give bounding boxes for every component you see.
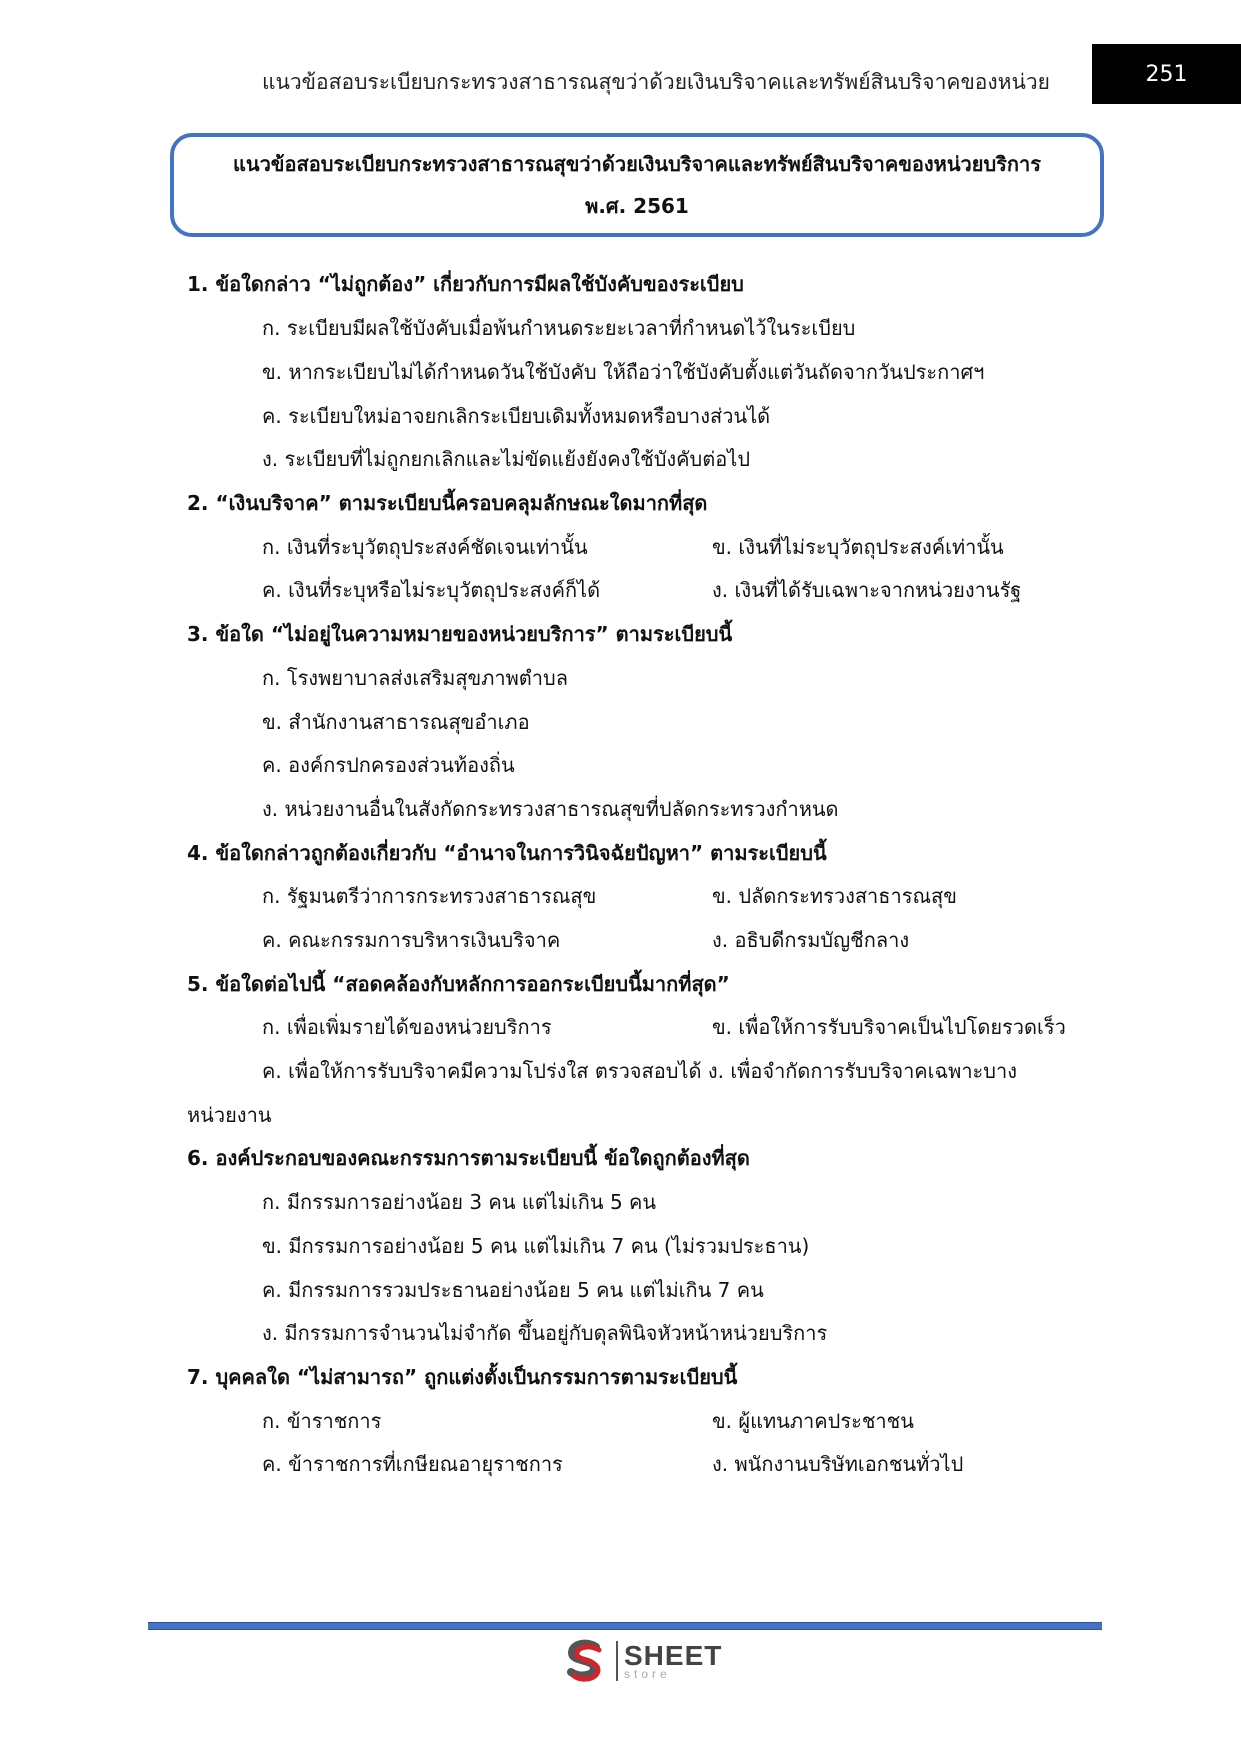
- choice-5c: ค. เพื่อให้การรับบริจาคมีความโปร่งใส ตรวจสอบได้ ง. เพื่อจำกัดการรับบริจาคเฉพาะบาง: [262, 1059, 1017, 1083]
- footer-divider: [148, 1622, 1102, 1630]
- page-number-badge: [1092, 44, 1241, 104]
- choice-3a: ก. โรงพยาบาลส่งเสริมสุขภาพตำบล: [262, 666, 568, 690]
- choice-5a: ก. เพื่อเพิ่มรายได้ของหน่วยบริการ: [262, 1015, 552, 1039]
- choice-4d: ง. อธิบดีกรมบัญชีกลาง: [712, 928, 910, 952]
- header-title: แนวข้อสอบระเบียบกระทรวงสาธารณสุขว่าด้วยเงินบริจาคและทรัพย์สินบริจาคของหน่วย: [262, 70, 1050, 94]
- sheet-store-logo: [562, 1638, 722, 1684]
- question-5: 5. ข้อใดต่อไปนี้ “สอดคล้องกับหลักการออกระเบียบนี้มากที่สุด”: [187, 972, 730, 996]
- choice-6b: ข. มีกรรมการอย่างน้อย 5 คน แต่ไม่เกิน 7 คน (ไม่รวมประธาน): [262, 1234, 810, 1258]
- choice-4c: ค. คณะกรรมการบริหารเงินบริจาค: [262, 928, 561, 952]
- choice-4a: ก. รัฐมนตรีว่าการกระทรวงสาธารณสุข: [262, 884, 597, 908]
- title-line-1: แนวข้อสอบระเบียบกระทรวงสาธารณสุขว่าด้วยเงินบริจาคและทรัพย์สินบริจาคของหน่วยบริการ: [233, 152, 1041, 176]
- question-4: 4. ข้อใดกล่าวถูกต้องเกี่ยวกับ “อำนาจในการวินิจฉัยปัญหา” ตามระเบียบนี้: [187, 841, 827, 865]
- choice-1d: ง. ระเบียบที่ไม่ถูกยกเลิกและไม่ขัดแย้งยังคงใช้บังคับต่อไป: [262, 447, 751, 471]
- choice-2a: ก. เงินที่ระบุวัตถุประสงค์ชัดเจนเท่านั้น: [262, 535, 588, 559]
- choice-7b: ข. ผู้แทนภาคประชาชน: [712, 1409, 914, 1433]
- choice-1a: ก. ระเบียบมีผลใช้บังคับเมื่อพ้นกำหนดระยะเวลาที่กำหนดไว้ในระเบียบ: [262, 316, 856, 340]
- choice-2d: ง. เงินที่ได้รับเฉพาะจากหน่วยงานรัฐ: [712, 578, 1022, 602]
- choice-3c: ค. องค์กรปกครองส่วนท้องถิ่น: [262, 753, 515, 777]
- choice-5c-wrap: หน่วยงาน: [187, 1103, 272, 1127]
- choice-7d: ง. พนักงานบริษัทเอกชนทั่วไป: [712, 1452, 964, 1476]
- choice-6a: ก. มีกรรมการอย่างน้อย 3 คน แต่ไม่เกิน 5 คน: [262, 1190, 657, 1214]
- title-line-2: พ.ศ. 2561: [585, 194, 689, 218]
- choice-1c: ค. ระเบียบใหม่อาจยกเลิกระเบียบเดิมทั้งหมดหรือบางส่วนได้: [262, 404, 771, 428]
- choice-2b: ข. เงินที่ไม่ระบุวัตถุประสงค์เท่านั้น: [712, 535, 1004, 559]
- title-box: [170, 133, 1104, 237]
- choice-3d: ง. หน่วยงานอื่นในสังกัดกระทรวงสาธารณสุขที่ปลัดกระทรวงกำหนด: [262, 797, 839, 821]
- sheet-s-logo-icon: [562, 1638, 608, 1684]
- choice-3b: ข. สำนักงานสาธารณสุขอำเภอ: [262, 710, 530, 734]
- choice-7c: ค. ข้าราชการที่เกษียณอายุราชการ: [262, 1452, 563, 1476]
- logo-sheet-text: SHEET: [624, 1640, 723, 1671]
- choice-4b: ข. ปลัดกระทรวงสาธารณสุข: [712, 884, 957, 908]
- question-2: 2. “เงินบริจาค” ตามระเบียบนี้ครอบคลุมลักษณะใดมากที่สุด: [187, 491, 708, 515]
- choice-6d: ง. มีกรรมการจำนวนไม่จำกัด ขึ้นอยู่กับดุลพินิจหัวหน้าหน่วยบริการ: [262, 1321, 828, 1345]
- question-7: 7. บุคคลใด “ไม่สามารถ” ถูกแต่งตั้งเป็นกรรมการตามระเบียบนี้: [187, 1365, 738, 1389]
- choice-7a: ก. ข้าราชการ: [262, 1409, 382, 1433]
- logo-divider: [616, 1641, 618, 1681]
- question-1: 1. ข้อใดกล่าว “ไม่ถูกต้อง” เกี่ยวกับการมีผลใช้บังคับของระเบียบ: [187, 272, 744, 296]
- choice-1b: ข. หากระเบียบไม่ได้กำหนดวันใช้บังคับ ให้ถือว่าใช้บังคับตั้งแต่วันถัดจากวันประกาศฯ: [262, 360, 985, 384]
- choice-5b: ข. เพื่อให้การรับบริจาคเป็นไปโดยรวดเร็ว: [712, 1015, 1066, 1039]
- question-6: 6. องค์ประกอบของคณะกรรมการตามระเบียบนี้ ข้อใดถูกต้องที่สุด: [187, 1146, 750, 1170]
- question-3: 3. ข้อใด “ไม่อยู่ในความหมายของหน่วยบริการ” ตามระเบียบนี้: [187, 622, 733, 646]
- page-number: 251: [1145, 61, 1188, 87]
- choice-2c: ค. เงินที่ระบุหรือไม่ระบุวัตถุประสงค์ก็ได้: [262, 578, 601, 602]
- logo-text: [624, 1642, 722, 1680]
- logo-store-text: store: [624, 1667, 671, 1681]
- choice-6c: ค. มีกรรมการรวมประธานอย่างน้อย 5 คน แต่ไม่เกิน 7 คน: [262, 1278, 764, 1302]
